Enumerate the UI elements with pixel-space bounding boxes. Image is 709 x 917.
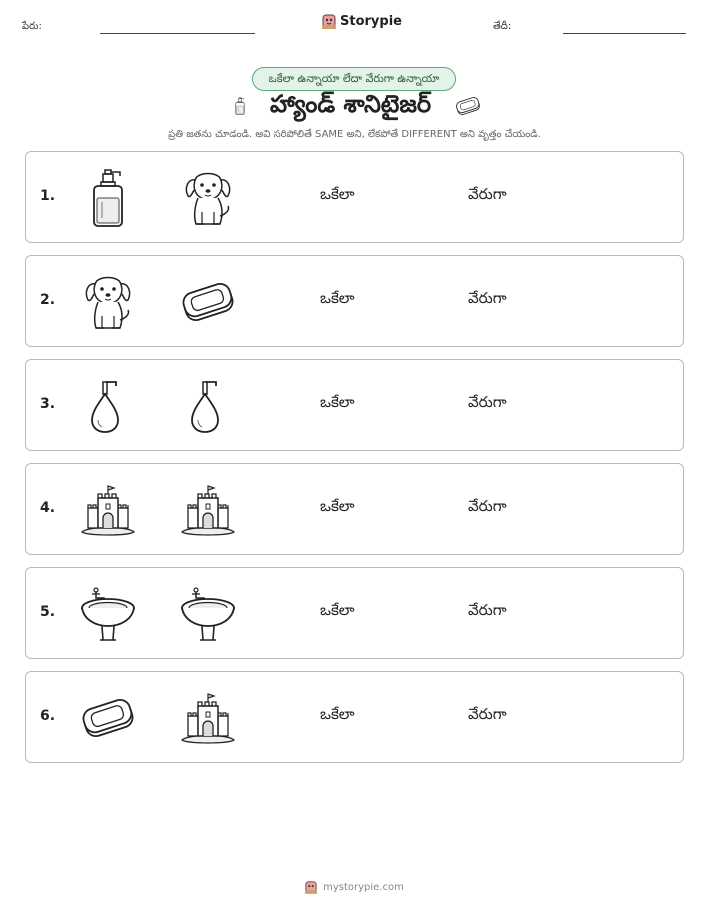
title-row	[0, 90, 709, 124]
name-field[interactable]	[100, 33, 255, 34]
brand-name: Storypie	[340, 13, 402, 29]
option-different[interactable]: వేరుగా	[468, 393, 507, 411]
sanitizer-bottle-icon	[231, 90, 249, 122]
date-field[interactable]	[563, 33, 686, 34]
storypie-logo	[322, 13, 402, 29]
option-different[interactable]: వేరుగా	[468, 497, 507, 515]
instructions: ప్రతి జతను చూడండి. అవి సరిపోలితే SAME అని, లేకపోతే DIFFERENT అని వృత్తం చేయండి.	[168, 129, 541, 140]
exercise-card	[25, 151, 684, 243]
option-same[interactable]: ఒకేలా	[320, 185, 355, 203]
item-number: 1.	[40, 188, 56, 204]
item-number: 5.	[40, 604, 56, 620]
sink-icon	[78, 584, 138, 644]
droplet-pump-icon	[78, 376, 138, 436]
sandcastle-icon	[178, 688, 238, 748]
topic-pill: ఒకేలా ఉన్నాయా లేదా వేరుగా ఉన్నాయా	[252, 67, 456, 91]
exercise-card	[25, 255, 684, 347]
exercise-card	[25, 671, 684, 763]
footer	[0, 880, 709, 894]
puppy-icon	[78, 272, 138, 332]
exercise-card	[25, 359, 684, 451]
sandcastle-icon	[178, 480, 238, 540]
name-label: పేరు:	[22, 21, 42, 32]
option-same[interactable]: ఒకేలా	[320, 289, 355, 307]
option-same[interactable]: ఒకేలా	[320, 497, 355, 515]
option-different[interactable]: వేరుగా	[468, 601, 507, 619]
option-different[interactable]: వేరుగా	[468, 705, 507, 723]
footer-site: mystorypie.com	[323, 881, 404, 893]
storypie-mascot-icon	[322, 13, 336, 29]
sandcastle-icon	[78, 480, 138, 540]
item-number: 4.	[40, 500, 56, 516]
sanitizer-bottle-icon	[78, 168, 138, 228]
item-number: 3.	[40, 396, 56, 412]
option-different[interactable]: వేరుగా	[468, 289, 507, 307]
option-same[interactable]: ఒకేలా	[320, 601, 355, 619]
option-same[interactable]: ఒకేలా	[320, 393, 355, 411]
exercise-card	[25, 463, 684, 555]
option-different[interactable]: వేరుగా	[468, 185, 507, 203]
page-title: హ్యాండ్ శానిటైజర్	[270, 90, 432, 118]
exercise-card	[25, 567, 684, 659]
puppy-icon	[178, 168, 238, 228]
soap-bar-icon	[178, 272, 238, 332]
soap-bar-icon	[78, 688, 138, 748]
item-number: 6.	[40, 708, 56, 724]
option-same[interactable]: ఒకేలా	[320, 705, 355, 723]
droplet-pump-icon	[178, 376, 238, 436]
item-number: 2.	[40, 292, 56, 308]
sink-icon	[178, 584, 238, 644]
storypie-mascot-icon	[305, 880, 317, 894]
soap-bar-icon	[452, 92, 484, 120]
date-label: తేదీ:	[493, 21, 512, 32]
